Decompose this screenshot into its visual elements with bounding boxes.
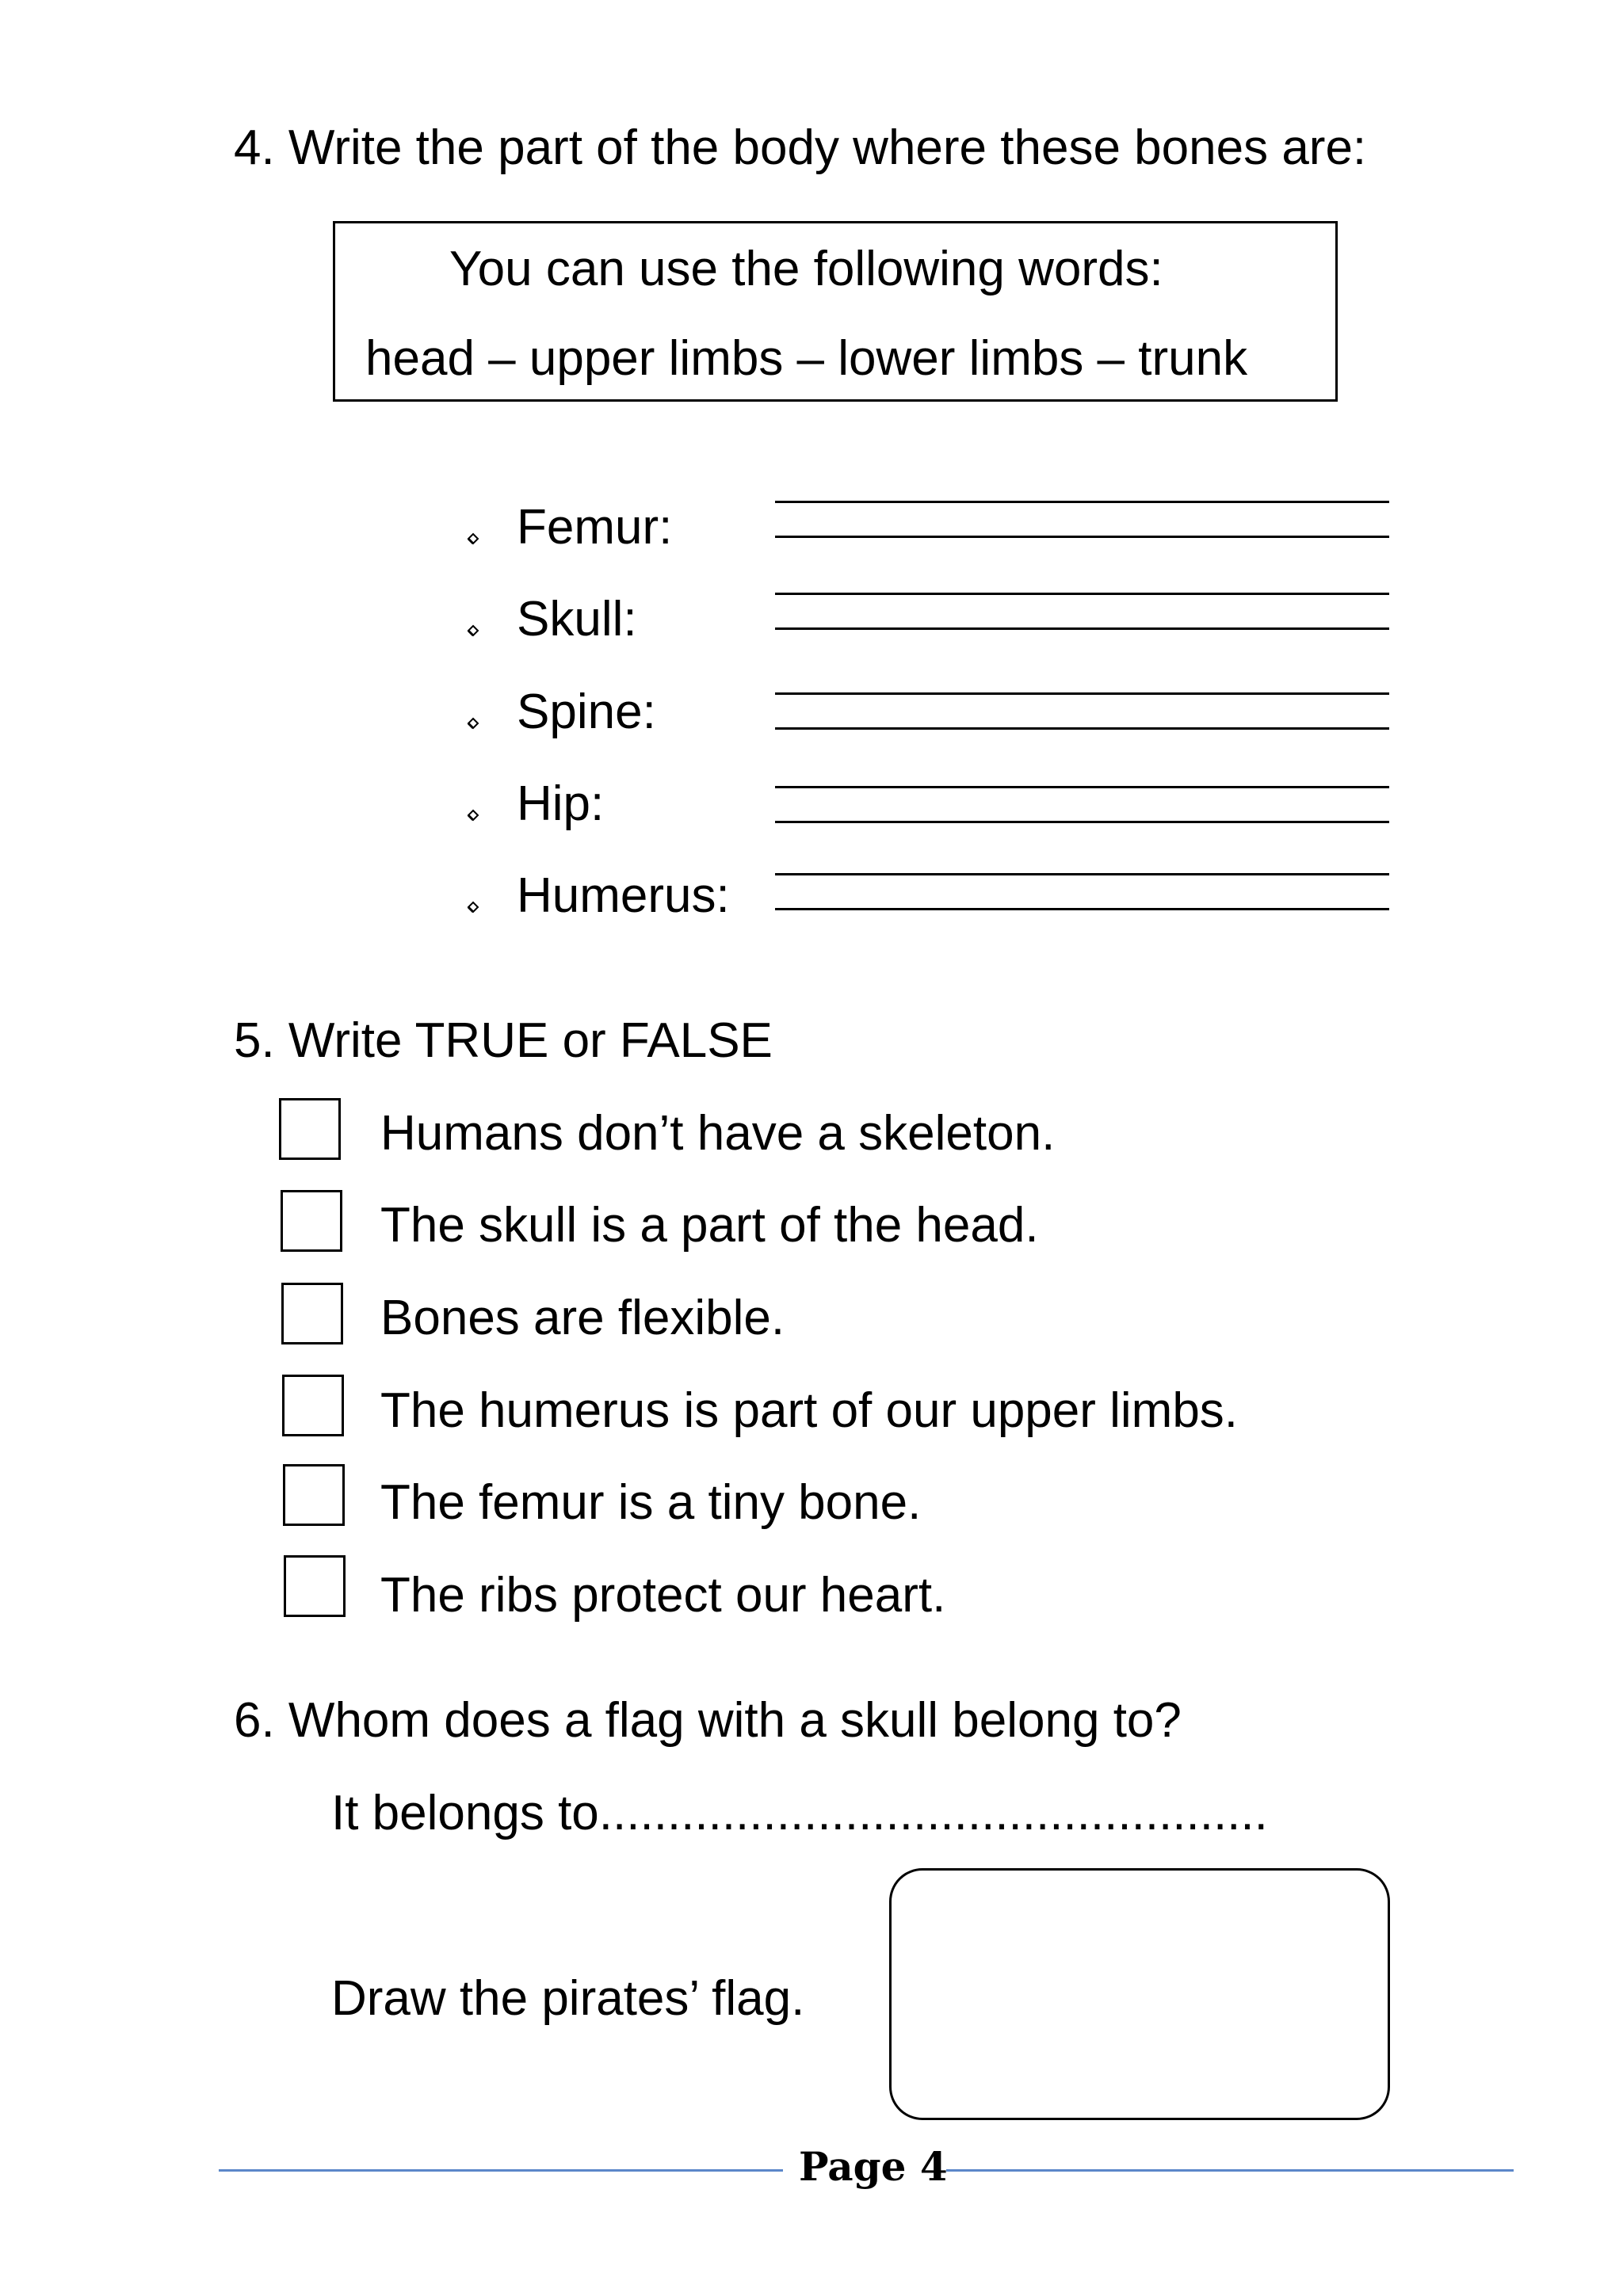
answer-line[interactable]	[775, 593, 1389, 595]
drawing-area[interactable]	[889, 1868, 1390, 2120]
statement-text: The femur is a tiny bone.	[380, 1475, 922, 1530]
word-bank-box	[333, 221, 1338, 402]
diamond-bullet-icon	[467, 717, 479, 730]
word-bank-intro: You can use the following words:	[449, 242, 1163, 296]
statement-text: The humerus is part of our upper limbs.	[380, 1383, 1239, 1438]
diamond-bullet-icon	[467, 901, 479, 913]
bone-label-hip: Hip:	[517, 776, 605, 831]
bone-label-femur: Femur:	[517, 500, 673, 555]
answer-line[interactable]	[775, 727, 1389, 730]
diamond-bullet-icon	[467, 809, 479, 822]
page-number: Page 4	[799, 2143, 948, 2190]
answer-line[interactable]	[775, 627, 1389, 630]
answer-checkbox[interactable]	[283, 1464, 345, 1526]
answer-line[interactable]	[775, 821, 1389, 823]
question-5-title: 5. Write TRUE or FALSE	[234, 1013, 773, 1068]
diamond-bullet-icon	[467, 532, 479, 545]
answer-checkbox[interactable]	[281, 1283, 343, 1344]
answer-line[interactable]	[775, 692, 1389, 695]
question-6-title: 6. Whom does a flag with a skull belong to?	[234, 1693, 1182, 1748]
answer-line[interactable]	[775, 786, 1389, 788]
statement-text: Bones are flexible.	[380, 1291, 785, 1345]
answer-line[interactable]	[775, 501, 1389, 503]
word-bank-words: head – upper limbs – lower limbs – trunk	[365, 331, 1248, 386]
bone-label-humerus: Humerus:	[517, 868, 730, 923]
bone-label-skull: Skull:	[517, 592, 637, 646]
answer-prompt[interactable]: It belongs to.................................................	[331, 1786, 1268, 1840]
diamond-bullet-icon	[467, 624, 479, 637]
draw-prompt: Draw the pirates’ flag.	[331, 1971, 805, 2026]
statement-text: The ribs protect our heart.	[380, 1568, 946, 1623]
footer-rule-left	[219, 2169, 783, 2172]
bone-label-spine: Spine:	[517, 685, 656, 739]
answer-checkbox[interactable]	[281, 1190, 342, 1252]
question-4-title: 4. Write the part of the body where these bones are:	[234, 120, 1367, 175]
answer-checkbox[interactable]	[284, 1555, 346, 1617]
answer-checkbox[interactable]	[279, 1098, 341, 1160]
statement-text: The skull is a part of the head.	[380, 1198, 1039, 1253]
footer-rule-right	[946, 2169, 1514, 2172]
answer-line[interactable]	[775, 908, 1389, 910]
statement-text: Humans don’t have a skeleton.	[380, 1106, 1056, 1161]
answer-line[interactable]	[775, 536, 1389, 538]
answer-line[interactable]	[775, 873, 1389, 875]
answer-checkbox[interactable]	[282, 1375, 344, 1436]
